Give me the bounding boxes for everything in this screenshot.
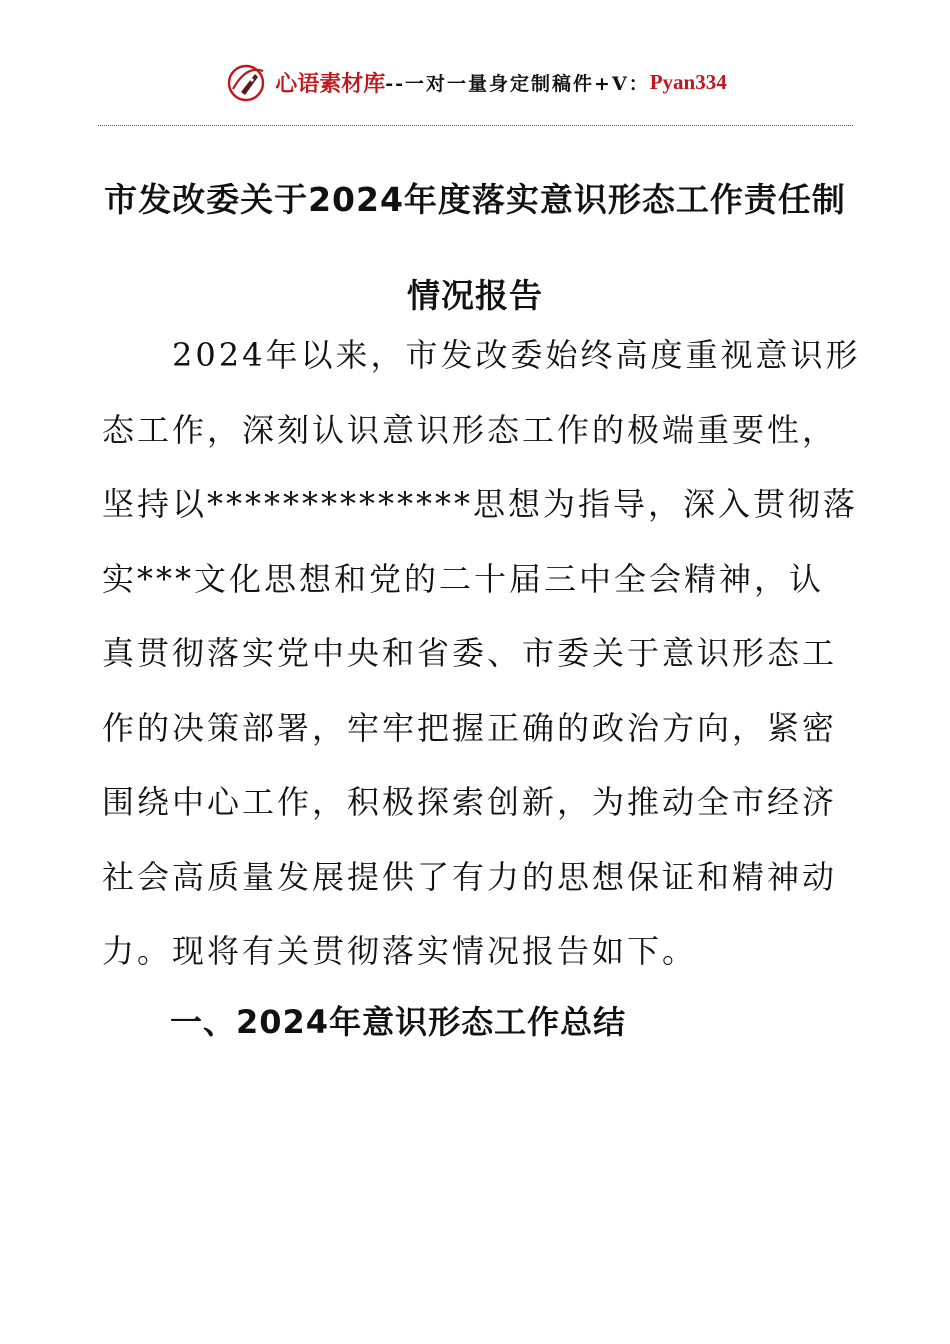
body-line: 社会高质量发展提供了有力的思想保证和精神动 [102,857,838,896]
body-line: 实***文化思想和党的二十届三中全会精神，认 [102,559,825,598]
body-line: 力。现将有关贯彻落实情况报告如下。 [102,932,698,970]
body-line: 态工作，深刻认识意识形态工作的极端重要性， [102,410,838,449]
header-divider [98,125,853,126]
contact-id: Pyan334 [649,69,727,94]
document-header [0,56,950,108]
body-line: 作的决策部署，牢牢把握正确的政治方向，紧密 [102,708,838,747]
body-line: 坚持以**************思想为指导，深入贯彻落 [102,485,859,523]
brand-name: 心语素材库 [275,70,386,96]
section-heading: 一、2024年意识形态工作总结 [170,1003,627,1041]
body-line: 真贯彻落实党中央和省委、市委关于意识形态工 [102,634,838,672]
title-line-2: 情况报告 [407,276,543,315]
body-paragraph [102,318,861,989]
title-line-1: 市发改委关于2024年度落实意识形态工作责任制 [104,180,846,219]
header-slogan: --一对一量身定制稿件+V： [385,72,650,95]
body-line: 围绕中心工作，积极探索创新，为推动全市经济 [102,783,838,821]
body-line: 2024年以来，市发改委始终高度重视意识形 [102,336,861,374]
document-title [95,152,855,344]
pen-nib-circle-icon [223,59,269,105]
